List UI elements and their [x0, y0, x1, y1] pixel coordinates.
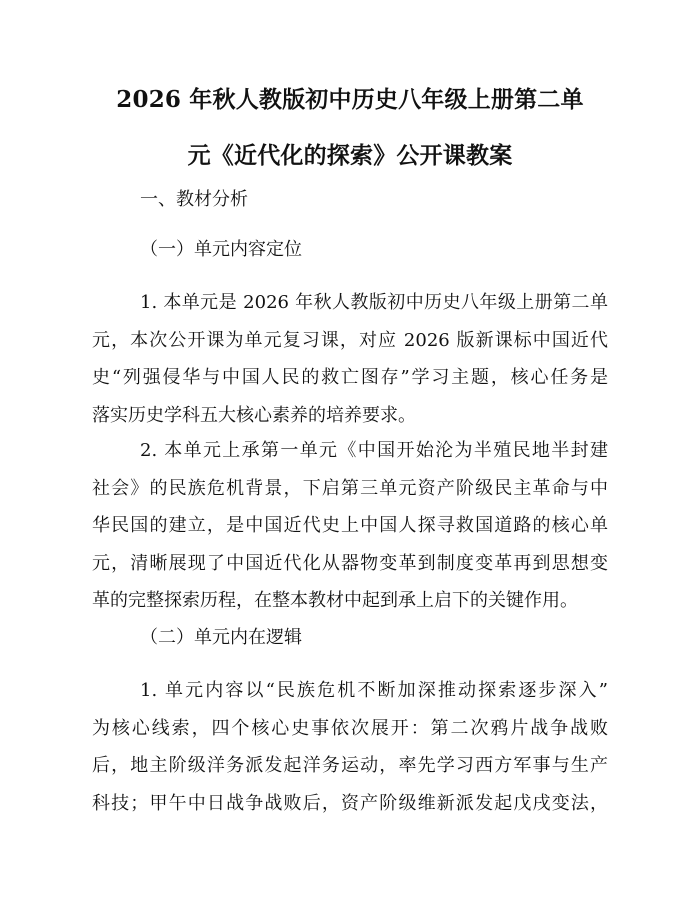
- paragraph-line: 革的完整探索历程，在整本教材中起到承上启下的关键作用。: [92, 590, 578, 611]
- paragraph-line: 元，本次公开课为单元复习课，对应 2026 版新课标中国近代: [92, 329, 608, 351]
- paragraph-line: 后，地主阶级洋务派发起洋务运动，率先学习西方军事与生产: [92, 755, 608, 776]
- section-heading-materials-analysis: 一、教材分析: [140, 189, 248, 210]
- subsection-heading-internal-logic: （二）单元内在逻辑: [140, 627, 302, 648]
- paragraph-line: 为核心线索，四个核心史事依次展开：第二次鸦片战争战败: [92, 717, 608, 739]
- paragraph-line: 1. 本单元是 2026 年秋人教版初中历史八年级上册第二单: [140, 292, 608, 313]
- paragraph-line: 落实历史学科五大核心素养的培养要求。: [92, 404, 416, 426]
- paragraph-line: 科技；甲午中日战争战败后，资产阶级维新派发起戊戌变法，: [92, 792, 608, 814]
- paragraph-internal-logic-1: [92, 672, 608, 822]
- title-line-2: 元《近代化的探索》公开课教案: [187, 142, 513, 169]
- paragraph-line: 元，清晰展现了中国近代化从器物变革到制度变革再到思想变: [92, 552, 608, 574]
- title-line-1: 2026 年秋人教版初中历史八年级上册第二单: [116, 86, 584, 113]
- paragraph-line: 华民国的建立，是中国近代史上中国人探寻救国道路的核心单: [92, 515, 608, 536]
- subsection-heading-unit-positioning: （一）单元内容定位: [140, 239, 302, 260]
- paragraph-line: 2. 本单元上承第一单元《中国开始沦为半殖民地半封建: [140, 440, 608, 461]
- paragraph-line: 社会》的民族危机背景，下启第三单元资产阶级民主革命与中: [92, 477, 608, 499]
- paragraph-unit-positioning-2: [92, 432, 608, 620]
- paragraph-unit-positioning-1: [92, 284, 608, 434]
- paragraph-line: 史“列强侵华与中国人民的救亡图存”学习主题，核心任务是: [92, 367, 608, 388]
- paragraph-line: 1. 单元内容以“民族危机不断加深推动探索逐步深入”: [140, 680, 608, 701]
- document-title: [92, 72, 608, 184]
